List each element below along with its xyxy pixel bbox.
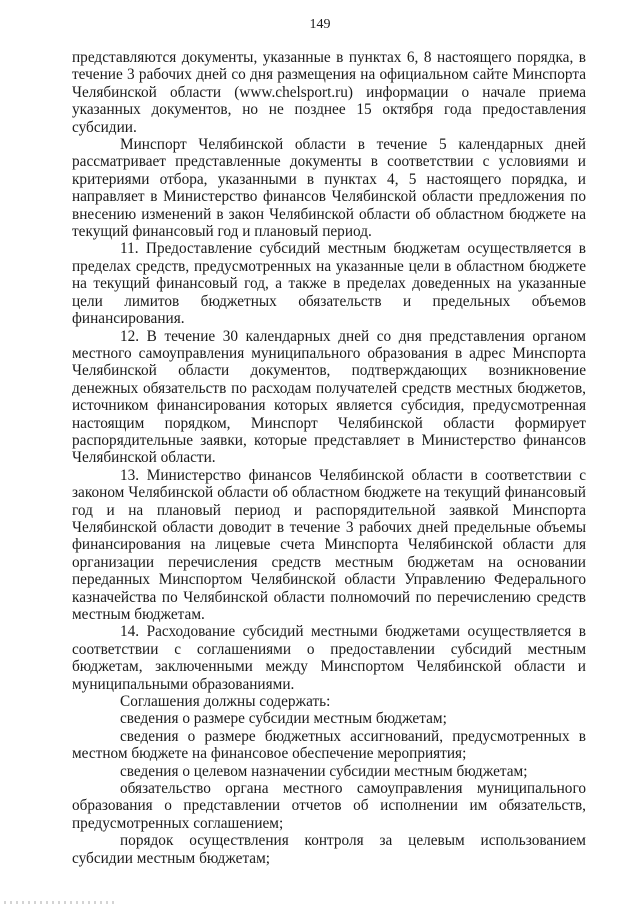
paragraph-item-13: 13. Министерство финансов Челябинской области в соответствии с законом Челябинской области об областном бюджете на текущий финансовый год и на плановый период и распорядительной заявкой Минспорта Челябинской области доводит в течение 3 рабочих дней предельные объемы финансирования на лицевые счета Минспорта Челябинской области для организации перечисления средств местным бюджетам на основании переданных Минспортом Челябинской области Управлению Федерального казначейства по Челябинской области полномочий по перечислению средств местным бюджетам. [72,466,586,623]
document-body [72,49,586,867]
paragraph-item-12: 12. В течение 30 календарных дней со дня представления органом местного самоуправления муниципального образования в адрес Минспорта Челябинской области документов, подтверждающих возникновение денежных обязательств по расходам получателей средств местных бюджетов, источником финансирования которых является субсидия, предусмотренная настоящим порядком, Минспорт Челябинской области формирует распорядительные заявки, которые представляет в Министерство финансов Челябинской области. [72,327,586,467]
paragraph-continuation: представляются документы, указанные в пунктах 6, 8 настоящего порядка, в течение 3 рабочих дней со дня размещения на официальном сайте Минспорта Челябинской области (www.chelsport.ru) информации о начале приема указанных документов, но не позднее 15 октября года предоставления субсидии. [72,49,586,136]
paragraph-item-11: 11. Предоставление субсидий местным бюджетам осуществляется в пределах средств, предусмотренных на указанные цели в областном бюджете на текущий финансовый год, а также в пределах доведенных на указанные цели лимитов бюджетных обязательств и предельных объемов финансирования. [72,240,586,328]
scan-artifact [4,901,114,904]
list-item-control-procedure: порядок осуществления контроля за целевым использованием субсидии местным бюджетам; [72,832,586,867]
list-item-target-purpose: сведения о целевом назначении субсидии местным бюджетам; [120,762,528,780]
list-item-budget-allocations: сведения о размере бюджетных ассигнований, предусмотренных в местном бюджете на финансовое обеспечение мероприятия; [72,727,586,763]
page-number: 149 [309,17,331,32]
paragraph-item-14: 14. Расходование субсидий местными бюджетами осуществляется в соответствии с соглашениями о предоставлении субсидий местным бюджетам, заключенными между Минспортом Челябинской области и муниципальными образованиями. [72,623,586,693]
paragraph-agreements-intro: Соглашения должны содержать: [120,693,331,711]
paragraph-minsport-review: Минспорт Челябинской области в течение 5 календарных дней рассматривает представленные документы в соответствии с условиями и критериями отбора, указанными в пунктах 4, 5 настоящего порядка, и направляет в Министерство финансов Челябинской области предложения по внесению изменений в закон Челябинской области об областном бюджете на текущий финансовый год и плановый период. [72,136,586,241]
list-item-subsidy-size: сведения о размере субсидии местным бюджетам; [120,710,447,728]
list-item-reporting-obligation: обязательство органа местного самоуправления муниципального образования о представлении отчетов об исполнении им обязательств, предусмотренных соглашением; [72,780,586,832]
